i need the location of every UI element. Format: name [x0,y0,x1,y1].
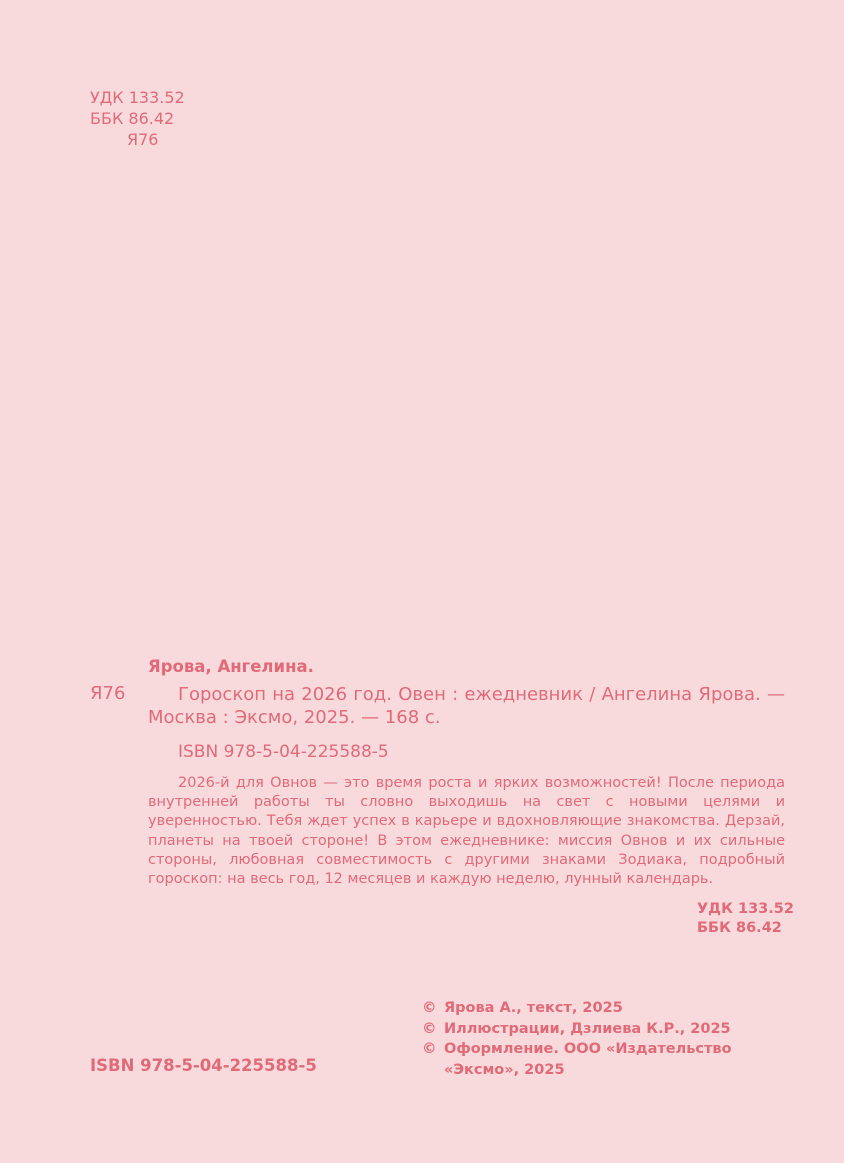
copyright-line [422,1039,802,1080]
copyright-block [422,998,802,1080]
copyright-text: Оформление. ООО «Издательство «Эксмо», 2025 [444,1041,732,1078]
record-udk: УДК 133.52 [697,901,794,917]
record-author-mark: Я76 [90,683,126,704]
author-heading: Ярова, Ангелина. [148,657,314,676]
copyright-icon: © [422,1020,437,1037]
copyright-icon: © [422,1000,437,1016]
copyright-line [422,1019,802,1040]
copyright-line [422,998,802,1019]
bibliographic-description [148,683,785,729]
annotation-text: 2026-й для Овнов — это время роста и ярких возможностей! После периода внутренней работы ты словно выходишь на свет с новыми целями и уверенностью. Тебя ждет успех в карьере и вдохновляющие знакомства. Дерзай, планеты на твоей стороне! В этом ежедневнике: миссия Овнов и их сильные стороны, любовная совместимость с другими знаками Зодиака, подробный гороскоп: на весь год, 12 месяцев и каждую неделю, лунный календарь. [148,775,785,888]
record-isbn: ISBN 978-5-04-225588-5 [178,742,389,762]
udk-code: УДК 133.52 [90,88,185,107]
copyright-icon: © [422,1041,437,1057]
record-bbk: ББК 86.42 [697,920,782,936]
record-classification-codes [697,900,794,938]
bottom-isbn: ISBN 978-5-04-225588-5 [90,1056,317,1075]
copyright-text: Ярова А., текст, 2025 [444,1000,623,1016]
description-text: Гороскоп на 2026 год. Овен : ежедневник / Ангелина Ярова. — Москва : Эксмо, 2025. — 168 с. [148,684,785,728]
top-classification-codes [90,87,185,150]
bbk-code: ББК 86.42 [90,109,175,128]
copyright-text: Иллюстрации, Дзлиева К.Р., 2025 [444,1020,731,1037]
author-mark: Я76 [127,130,159,149]
